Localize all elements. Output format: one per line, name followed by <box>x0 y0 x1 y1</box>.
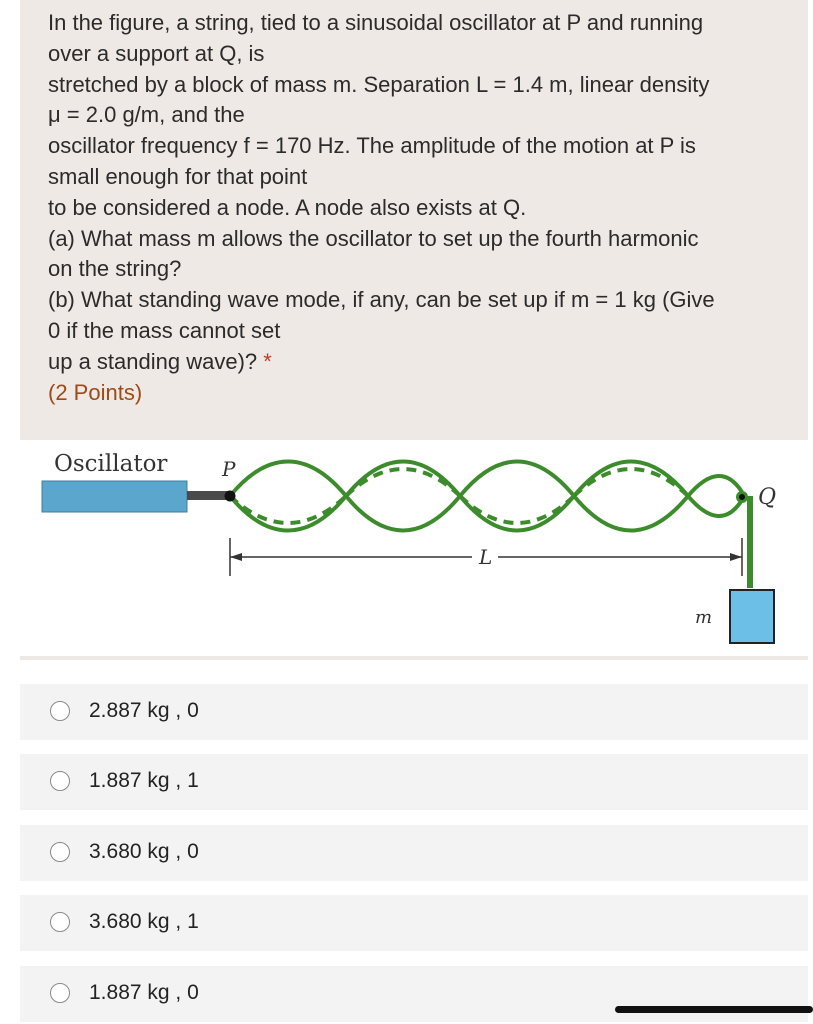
radio-button[interactable] <box>50 842 70 862</box>
node-p-dot <box>225 491 236 502</box>
question-line: (b) What standing wave mode, if any, can be set up if m = 1 kg (Give <box>48 287 715 313</box>
figure-svg <box>20 440 808 656</box>
point-q-label: Q <box>758 485 777 510</box>
point-p-label: P <box>222 457 236 481</box>
radio-button[interactable] <box>50 912 70 932</box>
answer-option[interactable] <box>20 966 808 1022</box>
wave-dashed <box>460 496 574 523</box>
wave-dashed <box>574 469 688 496</box>
string-oscillator-figure <box>20 440 808 656</box>
answer-option[interactable] <box>20 754 808 810</box>
oscillator-label: Oscillator <box>54 451 168 477</box>
wave-dashed <box>230 496 346 523</box>
question-text <box>48 8 788 408</box>
question-line: small enough for that point <box>48 163 308 189</box>
question-card <box>20 0 808 660</box>
question-last-line <box>48 347 788 378</box>
dimension-arrow-left <box>230 553 242 561</box>
dimension-arrow-right <box>730 553 742 561</box>
option-label: 2.887 kg , 0 <box>89 699 199 722</box>
question-line: oscillator frequency f = 170 Hz. The amplitude of the motion at P is <box>48 133 696 159</box>
option-label: 3.680 kg , 1 <box>89 910 199 933</box>
option-label: 3.680 kg , 0 <box>89 840 199 863</box>
question-line: to be considered a node. A node also exists at Q. <box>48 194 527 220</box>
radio-button[interactable] <box>50 771 70 791</box>
answer-option[interactable] <box>20 825 808 881</box>
option-label: 1.887 kg , 1 <box>89 769 199 792</box>
question-line: μ = 2.0 g/m, and the <box>48 102 245 128</box>
question-line: 0 if the mass cannot set <box>48 317 281 343</box>
answer-option[interactable] <box>20 684 808 740</box>
oscillator-box <box>42 481 187 512</box>
radio-button[interactable] <box>50 701 70 721</box>
radio-button[interactable] <box>50 983 70 1003</box>
question-line: stretched by a block of mass m. Separation L = 1.4 m, linear density <box>48 71 710 97</box>
oscillator-rod <box>187 491 229 500</box>
required-marker: * <box>263 348 272 374</box>
question-line: (a) What mass m allows the oscillator to set up the fourth harmonic <box>48 225 699 251</box>
length-label: L <box>479 545 493 569</box>
points-label: (2 Points) <box>48 379 143 405</box>
question-line: In the figure, a string, tied to a sinusoidal oscillator at P and running <box>48 10 704 35</box>
mass-block <box>730 590 774 643</box>
wave-dashed <box>346 469 460 496</box>
option-label: 1.887 kg , 0 <box>89 981 199 1004</box>
mass-label: m <box>695 607 713 628</box>
question-line: up a standing wave)? <box>48 348 258 374</box>
home-indicator[interactable] <box>615 1006 813 1013</box>
question-line: on the string? <box>48 256 182 282</box>
answer-option[interactable] <box>20 895 808 951</box>
node-q-dot <box>739 494 745 500</box>
question-line: over a support at Q, is <box>48 40 265 66</box>
